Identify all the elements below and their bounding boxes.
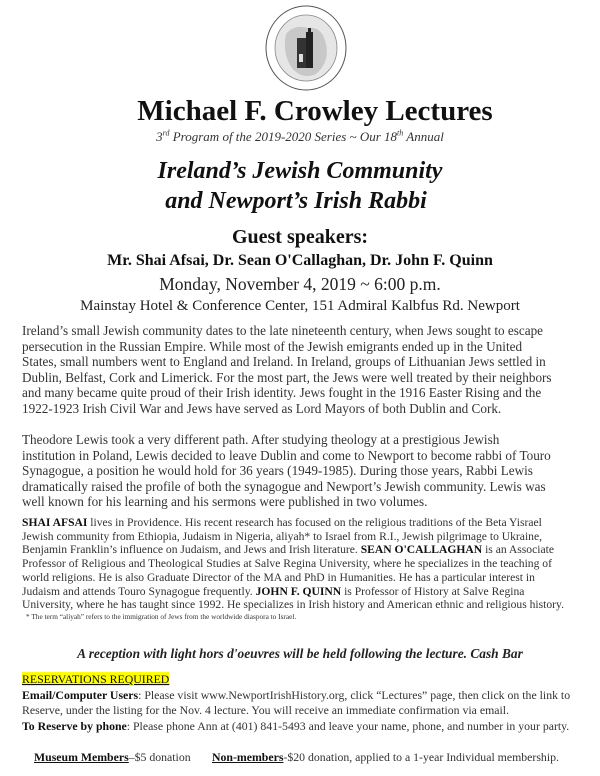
bio-text: Jewish community from Ethiopia, Judaism in Nigeria, aliyah* to Israel from R.I., Jewish pilgrimage to Ukraine, xyxy=(22,529,543,543)
text-line: well known for his learning and his sermons were published in two volumes. xyxy=(22,494,428,510)
text-line: and many became quite proud of their Irish identity. Jews fought in the 1916 Easter Rising and the xyxy=(22,385,542,401)
reception-note: A reception with light hors d'oeuvres will be held following the lecture. Cash Bar xyxy=(77,646,523,661)
text-line: States, small numbers went to England and Ireland. In Ireland, groups of Lithuanian Jews settled in xyxy=(22,354,546,370)
email-text[interactable]: : Please visit www.NewportIrishHistory.org, click “Lectures” page, then click on the link to xyxy=(138,688,571,702)
bio-text: Judaism and attends Touro Synagogue frequently. xyxy=(22,584,256,598)
speaker-name: JOHN F. QUINN xyxy=(255,584,342,598)
email-instructions-line1 xyxy=(22,689,570,703)
nonmembers-price xyxy=(212,751,559,765)
text-line: Ireland’s small Jewish community dates to the late nineteenth century, when Jews sought to escape xyxy=(22,323,544,338)
text-line: Theodore Lewis took a very different path. After studying theology at a prestigious Jewish xyxy=(22,432,500,447)
phone-instructions xyxy=(22,720,569,734)
subtitle-text: Program of the 2019-2020 Series ~ Our 18 xyxy=(169,129,398,144)
bio-text: is an Associate xyxy=(482,543,554,557)
series-subtitle xyxy=(0,130,600,145)
bio-text: Professor of Religious and Theological Studies at Salve Regina University, where he specializes in the teaching of xyxy=(22,557,552,571)
subtitle-text: 3 xyxy=(156,129,163,144)
email-label: Email/Computer Users xyxy=(22,688,139,702)
series-title: Michael F. Crowley Lectures xyxy=(137,95,493,127)
subtitle-text: Annual xyxy=(403,129,444,144)
speaker-names: Mr. Shai Afsai, Dr. Sean O'Callaghan, Dr. John F. Quinn xyxy=(107,252,493,269)
bio-line xyxy=(22,543,564,557)
aliyah-footnote: * The term “aliyah” refers to the immigration of Jews from the worldwide diaspora to Israel. xyxy=(26,612,297,621)
bio-line xyxy=(22,516,564,530)
bio-text: is Professor of History at Salve Regina xyxy=(341,584,525,598)
rabbi-paragraph xyxy=(22,432,551,510)
bio-text: Benjamin Franklin’s influence on Judaism, and Jews and Irish literature. xyxy=(22,543,361,557)
text-line: Dublin, Belfast, Cork and Limerick. For the most part, the Jews were well treated by their neighbors xyxy=(22,369,552,385)
email-instructions-line2: Reserve, under the listing for the Nov. 4 lecture. You will receive an immediate confirmation via email. xyxy=(22,703,510,717)
guest-speakers-label: Guest speakers: xyxy=(231,226,369,248)
museum-seal-logo xyxy=(264,4,348,92)
reservations-heading xyxy=(22,673,169,687)
event-datetime: Monday, November 4, 2019 ~ 6:00 p.m. xyxy=(159,274,441,294)
subtitle-sup: th xyxy=(397,128,404,138)
phone-text: : Please phone Ann at (401) 841-5493 and leave your name, phone, and number in your party. xyxy=(126,719,570,733)
text-line: persecution in the Russian Empire. While most of the Jewish emigrants ended up in the United xyxy=(22,338,523,354)
reservations-heading-text: RESERVATIONS REQUIRED xyxy=(22,672,170,686)
text-line: institution in Poland, Lewis decided to leave Dublin and come to Newport to become rabbi of Touro xyxy=(22,447,551,463)
subtitle-sup: rd xyxy=(162,128,170,138)
speaker-bios xyxy=(22,516,564,612)
bio-line xyxy=(22,530,564,544)
members-label: Museum Members xyxy=(34,750,129,764)
text-line: dramatically raised the profile of both the synagogue and Newport’s Jewish community. Lewis was xyxy=(22,478,546,494)
phone-label: To Reserve by phone xyxy=(22,719,127,733)
members-price xyxy=(34,751,191,765)
text-line: Synagogue, a position he would hold for 36 years (1949-1985). During those years, Rabbi Lewis xyxy=(22,463,533,479)
nonmembers-text: -$20 donation, applied to a 1-year Individual membership. xyxy=(283,750,559,764)
text-line: 1922-1923 Irish Civil War and Jews have served as Lord Mayors of both Dublin and Cork. xyxy=(22,400,502,416)
lecture-title-line1: Ireland’s Jewish Community xyxy=(157,158,443,184)
event-venue: Mainstay Hotel & Conference Center, 151 Admiral Kalbfus Rd. Newport xyxy=(80,298,520,314)
bio-line xyxy=(22,598,564,612)
bio-text: University, where he has taught since 1992. He specializes in Irish history and American ethnic and religious history. xyxy=(22,598,564,612)
speaker-name: SHAI AFSAI xyxy=(22,516,88,529)
intro-paragraph xyxy=(22,323,552,417)
bio-line xyxy=(22,585,564,599)
bio-line xyxy=(22,557,564,571)
speaker-name: SEAN O'CALLAGHAN xyxy=(360,543,483,557)
lecture-title-line2: and Newport’s Irish Rabbi xyxy=(165,188,427,214)
members-text: –$5 donation xyxy=(128,750,191,764)
bio-text: lives in Providence. His recent research has focused on the religious traditions of the Beta Yisrael xyxy=(87,516,542,529)
bio-line xyxy=(22,571,564,585)
nonmembers-label: Non-members xyxy=(212,750,284,764)
bio-text: world religions. He is also Graduate Director of the MA and PhD in Humanities. He has a particular interest in xyxy=(22,570,535,584)
